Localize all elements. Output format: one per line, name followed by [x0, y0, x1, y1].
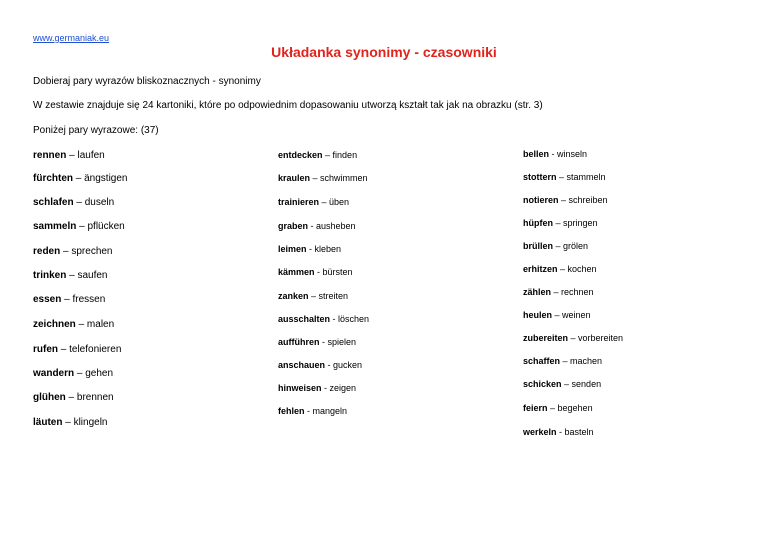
- synonym: schreiben: [568, 195, 608, 205]
- word: leimen: [278, 244, 307, 254]
- word-pair: leimen - kleben: [278, 244, 342, 254]
- word-pair: läuten – klingeln: [33, 417, 108, 428]
- synonym: telefonieren: [69, 344, 122, 355]
- word-pair: werkeln - basteln: [523, 427, 594, 437]
- synonym: klingeln: [73, 417, 108, 428]
- word: anschauen: [278, 360, 326, 370]
- synonym: sprechen: [71, 246, 113, 257]
- word-pair: ausschalten - löschen: [278, 314, 370, 324]
- synonym: gucken: [333, 360, 363, 370]
- synonym: zeigen: [329, 383, 357, 393]
- word-pair: kämmen - bürsten: [278, 267, 353, 277]
- word: glühen: [33, 392, 66, 403]
- word-pair: rennen – laufen: [33, 150, 105, 161]
- word: fürchten: [33, 173, 73, 184]
- word: kämmen: [278, 267, 315, 277]
- word-pair: entdecken – finden: [278, 150, 358, 160]
- synonym: schwimmen: [320, 173, 368, 183]
- synonym: basteln: [564, 427, 594, 437]
- pairs-count-label: Poniżej pary wyrazowe: (37): [33, 125, 159, 136]
- word-pair: hüpfen – springen: [523, 218, 598, 228]
- set-description: W zestawie znajduje się 24 kartoniki, które po odpowiednim dopasowaniu utworzą kształt tak jak na obrazku (str. 3): [33, 100, 543, 111]
- synonym: mangeln: [312, 406, 348, 416]
- word: zanken: [278, 291, 309, 301]
- word: trinken: [33, 270, 67, 281]
- synonym: ängstigen: [84, 173, 128, 184]
- word-pair: stottern – stammeln: [523, 172, 606, 182]
- word: entdecken: [278, 150, 323, 160]
- word: notieren: [523, 195, 559, 205]
- word: reden: [33, 246, 61, 257]
- word: trainieren: [278, 197, 320, 207]
- word: zubereiten: [523, 333, 569, 343]
- synonym: spielen: [327, 337, 357, 347]
- website-link[interactable]: www.germaniak.eu: [33, 33, 110, 43]
- word: läuten: [33, 417, 63, 428]
- word: wandern: [33, 368, 75, 379]
- word: ausschalten: [278, 314, 331, 324]
- word: werkeln: [523, 427, 557, 437]
- word-pair: wandern – gehen: [33, 368, 114, 379]
- word: kraulen: [278, 173, 311, 183]
- word: graben: [278, 221, 309, 231]
- synonym: üben: [329, 197, 350, 207]
- word-pair: brüllen – grölen: [523, 241, 589, 251]
- word: bellen: [523, 149, 550, 159]
- word-pair: zanken – streiten: [278, 291, 349, 301]
- word: erhitzen: [523, 264, 558, 274]
- word: essen: [33, 294, 62, 305]
- synonym: bürsten: [322, 267, 353, 277]
- synonym: ausheben: [316, 221, 356, 231]
- synonym: vorbereiten: [578, 333, 624, 343]
- synonym: senden: [571, 379, 602, 389]
- word-pair: erhitzen – kochen: [523, 264, 597, 274]
- word: brüllen: [523, 241, 554, 251]
- word: rennen: [33, 150, 67, 161]
- synonym: malen: [86, 319, 115, 330]
- word-pair: fürchten – ängstigen: [33, 173, 128, 184]
- word: fehlen: [278, 406, 305, 416]
- synonym: rechnen: [561, 287, 594, 297]
- word-pair: anschauen - gucken: [278, 360, 363, 370]
- word: stottern: [523, 172, 557, 182]
- synonym: weinen: [562, 310, 591, 320]
- word: hüpfen: [523, 218, 553, 228]
- word-pair: kraulen – schwimmen: [278, 173, 368, 183]
- word: zeichnen: [33, 319, 76, 330]
- word-pair: zubereiten – vorbereiten: [523, 333, 624, 343]
- word-pair: schaffen – machen: [523, 356, 603, 366]
- word-pair: reden – sprechen: [33, 246, 113, 257]
- word-pair: sammeln – pflücken: [33, 221, 125, 232]
- word-pair: schicken – senden: [523, 379, 602, 389]
- word-pair: fehlen - mangeln: [278, 406, 348, 416]
- word-pair: trinken – saufen: [33, 270, 108, 281]
- word-pair: graben - ausheben: [278, 221, 356, 231]
- word-pair: glühen – brennen: [33, 392, 114, 403]
- synonym: machen: [570, 356, 603, 366]
- word-pair: bellen - winseln: [523, 149, 588, 159]
- synonym: laufen: [77, 150, 105, 161]
- word-pair: notieren – schreiben: [523, 195, 608, 205]
- word: sammeln: [33, 221, 77, 232]
- word-pair: aufführen - spielen: [278, 337, 357, 347]
- synonym: finden: [332, 150, 358, 160]
- word: schlafen: [33, 197, 74, 208]
- synonym: duseln: [84, 197, 115, 208]
- synonym: gehen: [85, 368, 114, 379]
- word-pair: feiern – begehen: [523, 403, 593, 413]
- synonym: streiten: [318, 291, 349, 301]
- word: schicken: [523, 379, 562, 389]
- synonym: saufen: [77, 270, 108, 281]
- synonym: grölen: [563, 241, 589, 251]
- synonym: kochen: [567, 264, 597, 274]
- synonym: begehen: [557, 403, 593, 413]
- word-pair: trainieren – üben: [278, 197, 350, 207]
- synonym: löschen: [338, 314, 370, 324]
- synonym: winseln: [557, 149, 588, 159]
- word: schaffen: [523, 356, 561, 366]
- word: hinweisen: [278, 383, 322, 393]
- word: zählen: [523, 287, 552, 297]
- word: rufen: [33, 344, 58, 355]
- synonym: springen: [563, 218, 598, 228]
- word-pair: essen – fressen: [33, 294, 106, 305]
- instruction-text: Dobieraj pary wyrazów bliskoznacznych - synonimy: [33, 76, 261, 87]
- page-title: Układanka synonimy - czasowniki: [271, 44, 497, 60]
- synonym: kleben: [314, 244, 342, 254]
- synonym: brennen: [76, 392, 114, 403]
- word: aufführen: [278, 337, 320, 347]
- word-pair: heulen – weinen: [523, 310, 591, 320]
- word-pair: zählen – rechnen: [523, 287, 594, 297]
- word: heulen: [523, 310, 553, 320]
- synonym: stammeln: [566, 172, 606, 182]
- word: feiern: [523, 403, 548, 413]
- synonym: pflücken: [87, 221, 125, 232]
- word-pair: zeichnen – malen: [33, 319, 115, 330]
- synonym: fressen: [72, 294, 106, 305]
- word-pair: schlafen – duseln: [33, 197, 115, 208]
- word-pair: rufen – telefonieren: [33, 344, 122, 355]
- word-pair: hinweisen - zeigen: [278, 383, 357, 393]
